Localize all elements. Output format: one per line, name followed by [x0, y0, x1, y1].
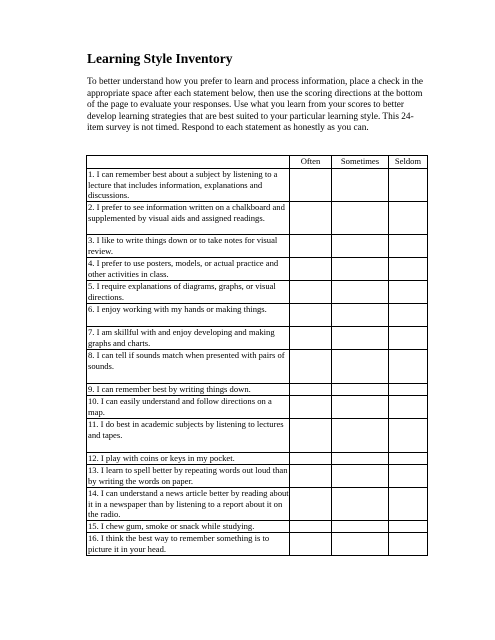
table-row [87, 281, 428, 304]
seldom-checkbox[interactable] [389, 327, 428, 350]
header-sometimes: Sometimes [332, 156, 389, 169]
seldom-checkbox[interactable] [389, 419, 428, 453]
sometimes-checkbox[interactable] [332, 419, 389, 453]
table-header-row [87, 156, 428, 169]
table-row [87, 521, 428, 533]
statement-cell: 5. I require explanations of diagrams, graphs, or visual directions. [87, 281, 290, 304]
table-row [87, 235, 428, 258]
statement-cell: 6. I enjoy working with my hands or making things. [87, 304, 290, 327]
seldom-checkbox[interactable] [389, 453, 428, 465]
table-row [87, 169, 428, 202]
table-row [87, 488, 428, 521]
often-checkbox[interactable] [290, 419, 332, 453]
often-checkbox[interactable] [290, 384, 332, 396]
sometimes-checkbox[interactable] [332, 453, 389, 465]
table-row [87, 202, 428, 235]
often-checkbox[interactable] [290, 169, 332, 202]
table-row [87, 396, 428, 419]
statement-cell: 15. I chew gum, smoke or snack while studying. [87, 521, 290, 533]
seldom-checkbox[interactable] [389, 384, 428, 396]
often-checkbox[interactable] [290, 453, 332, 465]
table-row [87, 350, 428, 384]
often-checkbox[interactable] [290, 327, 332, 350]
seldom-checkbox[interactable] [389, 533, 428, 556]
header-statement [87, 156, 290, 169]
statement-cell: 10. I can easily understand and follow directions on a map. [87, 396, 290, 419]
seldom-checkbox[interactable] [389, 258, 428, 281]
statement-cell: 3. I like to write things down or to take notes for visual review. [87, 235, 290, 258]
seldom-checkbox[interactable] [389, 350, 428, 384]
often-checkbox[interactable] [290, 258, 332, 281]
statement-cell: 12. I play with coins or keys in my pocket. [87, 453, 290, 465]
seldom-checkbox[interactable] [389, 396, 428, 419]
header-seldom: Seldom [389, 156, 428, 169]
often-checkbox[interactable] [290, 488, 332, 521]
statement-cell: 9. I can remember best by writing things down. [87, 384, 290, 396]
sometimes-checkbox[interactable] [332, 281, 389, 304]
often-checkbox[interactable] [290, 396, 332, 419]
seldom-checkbox[interactable] [389, 488, 428, 521]
table-row [87, 327, 428, 350]
page-title: Learning Style Inventory [87, 51, 233, 66]
often-checkbox[interactable] [290, 235, 332, 258]
often-checkbox[interactable] [290, 304, 332, 327]
sometimes-checkbox[interactable] [332, 169, 389, 202]
statement-cell: 1. I can remember best about a subject by listening to a lecture that includes information, explanations and discussions. [87, 169, 290, 202]
sometimes-checkbox[interactable] [332, 396, 389, 419]
seldom-checkbox[interactable] [389, 281, 428, 304]
sometimes-checkbox[interactable] [332, 488, 389, 521]
sometimes-checkbox[interactable] [332, 465, 389, 488]
often-checkbox[interactable] [290, 202, 332, 235]
seldom-checkbox[interactable] [389, 235, 428, 258]
seldom-checkbox[interactable] [389, 202, 428, 235]
often-checkbox[interactable] [290, 465, 332, 488]
inventory-table [86, 155, 428, 556]
sometimes-checkbox[interactable] [332, 258, 389, 281]
statement-cell: 4. I prefer to use posters, models, or actual practice and other activities in class. [87, 258, 290, 281]
sometimes-checkbox[interactable] [332, 350, 389, 384]
often-checkbox[interactable] [290, 281, 332, 304]
often-checkbox[interactable] [290, 350, 332, 384]
sometimes-checkbox[interactable] [332, 202, 389, 235]
sometimes-checkbox[interactable] [332, 235, 389, 258]
table-row [87, 258, 428, 281]
seldom-checkbox[interactable] [389, 169, 428, 202]
table-row [87, 465, 428, 488]
statement-cell: 11. I do best in academic subjects by listening to lectures and tapes. [87, 419, 290, 453]
statement-cell: 8. I can tell if sounds match when presented with pairs of sounds. [87, 350, 290, 384]
table-row [87, 453, 428, 465]
sometimes-checkbox[interactable] [332, 384, 389, 396]
often-checkbox[interactable] [290, 521, 332, 533]
statement-cell: 14. I can understand a news article better by reading about it in a newspaper than by listening to a report about it on the radio. [88, 488, 289, 520]
table-row [87, 384, 428, 396]
sometimes-checkbox[interactable] [332, 521, 389, 533]
intro-paragraph: To better understand how you prefer to learn and process information, place a check in the appropriate space after each statement below, then use the scoring directions at the bottom of the page to evaluate your responses. Use what you learn from your scores to better develop learning strategies that are best suited to your particular learning style. This 24-item survey is not timed. Respond to each statement as honestly as you can. [87, 77, 423, 134]
statement-cell: 2. I prefer to see information written on a chalkboard and supplemented by visual aids and assigned readings. [87, 202, 290, 235]
statement-cell: 13. I learn to spell better by repeating words out loud than by writing the words on paper. [88, 465, 288, 486]
seldom-checkbox[interactable] [389, 521, 428, 533]
sometimes-checkbox[interactable] [332, 304, 389, 327]
often-checkbox[interactable] [290, 533, 332, 556]
seldom-checkbox[interactable] [389, 465, 428, 488]
table-row [87, 419, 428, 453]
table-row [87, 304, 428, 327]
sometimes-checkbox[interactable] [332, 533, 389, 556]
header-often: Often [290, 156, 332, 169]
table-row [87, 533, 428, 556]
statement-cell: 16. I think the best way to remember something is to picture it in your head. [87, 533, 290, 556]
seldom-checkbox[interactable] [389, 304, 428, 327]
statement-cell: 7. I am skillful with and enjoy developing and making graphs and charts. [87, 327, 290, 350]
sometimes-checkbox[interactable] [332, 327, 389, 350]
